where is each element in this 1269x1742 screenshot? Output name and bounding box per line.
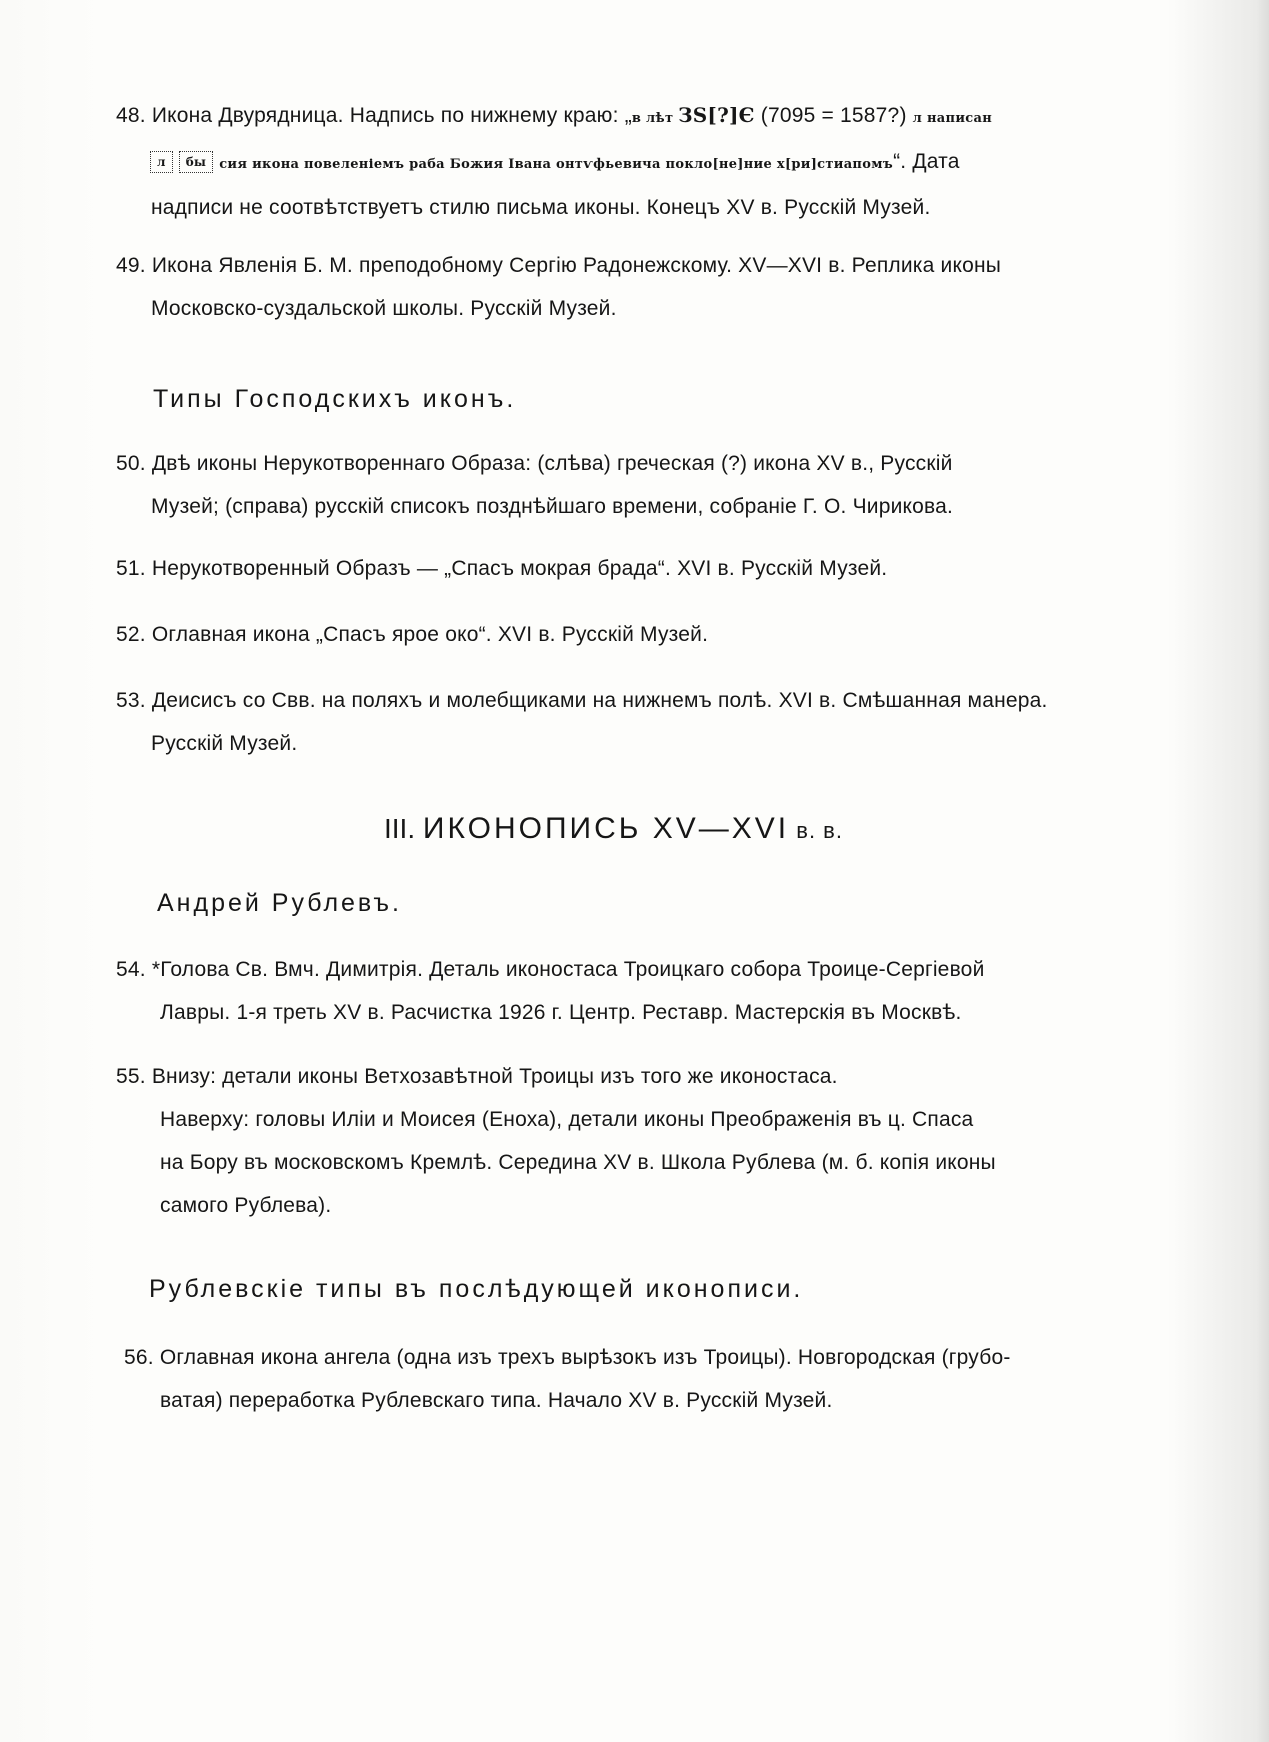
subsection-heading: Типы Господскихъ иконъ. <box>153 385 517 413</box>
entry-52-line-1 <box>116 613 1116 656</box>
entry-49 <box>116 244 1116 330</box>
entry-number: 51. <box>116 557 146 580</box>
entry-text: Наверху: головы Иліи и Моисея (Еноха), детали иконы Преображенія въ ц. Спаса <box>160 1108 974 1131</box>
entry-48-line-3 <box>151 186 1116 229</box>
entry-number: 50. <box>116 452 146 475</box>
entry-text: Оглавная икона „Спасъ ярое око“. XVI в. Русскій Музей. <box>151 623 709 646</box>
entry-text: Оглавная икона ангела (одна изъ трехъ вырѣзокъ изъ Троицы). Новгородская (грубо- <box>159 1346 1011 1369</box>
inscription-gap-box: бы <box>179 151 213 173</box>
entry-text: Деисисъ со Свв. на поляхъ и молебщиками на нижнемъ полѣ. XVI в. Смѣшанная манера. <box>151 689 1048 712</box>
entry-text: ватая) переработка Рублевскаго типа. Начало XV в. Русскій Музей. <box>160 1389 833 1412</box>
entry-text: Русскій Музей. <box>151 732 298 755</box>
entry-text: Двѣ иконы Нерукотвореннаго Образа: (слѣва) греческая (?) икона XV в., Русскій <box>151 452 953 475</box>
entry-50 <box>116 442 1116 528</box>
section-title-main: ИКОНОПИСЬ XV—XVI <box>422 812 790 845</box>
entry-number: 56. <box>124 1346 154 1369</box>
entry-55 <box>116 1055 1116 1227</box>
slavonic-date: ЗЅ[?]Є <box>678 103 755 127</box>
entry-number: 52. <box>116 623 146 646</box>
entry-text: Нерукотворенный Образъ — „Спасъ мокрая брада“. XVI в. Русскій Музей. <box>151 557 888 580</box>
entry-number: 49. <box>116 254 146 277</box>
subsection-heading: Андрей Рублевъ. <box>157 889 402 917</box>
entry-text: Икона Двурядница. Надпись по нижнему краю: „ <box>151 104 632 127</box>
entry-number: 53. <box>116 689 146 712</box>
entry-text: (7095 = 1587?) <box>754 104 913 127</box>
entry-55-line-3 <box>160 1141 1116 1184</box>
entry-number: 48. <box>116 104 146 127</box>
section-roman-numeral: III. <box>384 813 423 844</box>
entry-50-line-2 <box>151 485 1116 528</box>
entry-56-line-1 <box>124 1336 1124 1379</box>
section-title-suffix: в. в. <box>789 818 843 843</box>
entry-53-line-1 <box>116 679 1116 722</box>
entry-55-line-4 <box>160 1184 1116 1227</box>
entry-49-line-2 <box>151 287 1116 330</box>
entry-text: Икона Явленія Б. М. преподобному Сергію Радонежскому. XV—XVI в. Реплика иконы <box>151 254 1002 277</box>
entry-51 <box>116 547 1116 590</box>
entry-52 <box>116 613 1116 656</box>
entry-48-line-1 <box>116 94 1116 140</box>
entry-48 <box>116 94 1116 229</box>
entry-text: Московско-суздальской школы. Русскій Музей. <box>151 297 617 320</box>
entry-51-line-1 <box>116 547 1116 590</box>
entry-text: Музей; (справа) русскій списокъ позднѣйшаго времени, собраніе Г. О. Чирикова. <box>151 495 954 518</box>
entry-53-line-2 <box>151 722 1116 765</box>
entry-56-line-2 <box>160 1379 1124 1422</box>
inscription-gap-box: л <box>150 151 173 173</box>
entry-55-line-2 <box>160 1098 1116 1141</box>
entry-54-line-1 <box>116 948 1116 991</box>
entry-text: Внизу: детали иконы Ветхозавѣтной Троицы изъ того же иконостаса. <box>151 1065 838 1088</box>
entry-54 <box>116 948 1116 1034</box>
entry-number: 54. <box>116 958 146 981</box>
slavonic-inscription: л написан <box>912 111 993 126</box>
entry-49-line-1 <box>116 244 1116 287</box>
entry-55-line-1 <box>116 1055 1116 1098</box>
entry-text: самого Рублева). <box>160 1194 332 1217</box>
entry-56 <box>124 1336 1124 1422</box>
entry-54-line-2 <box>160 991 1116 1034</box>
subsection-heading: Рублевскіе типы въ послѣдующей иконописи. <box>149 1275 804 1303</box>
slavonic-inscription: сия икона повеленіемъ раба Божия Івана онтѵфьевича покло[не]ние х[ри]стиапомъ <box>219 157 894 172</box>
entry-number: 55. <box>116 1065 146 1088</box>
entry-text: на Бору въ московскомъ Кремлѣ. Середина XV в. Школа Рублева (м. б. копія иконы <box>160 1151 996 1174</box>
entry-53 <box>116 679 1116 765</box>
entry-48-line-2 <box>150 140 1116 186</box>
entry-text: надписи не соотвѣтствуетъ стилю письма иконы. Конецъ XV в. Русскій Музей. <box>151 196 931 219</box>
entry-text: “. Дата <box>893 150 960 173</box>
entry-50-line-1 <box>116 442 1116 485</box>
section-title <box>384 812 843 846</box>
entry-text: *Голова Св. Вмч. Димитрія. Деталь иконостаса Троицкаго собора Троице-Сергіевой <box>151 958 985 981</box>
entry-text: Лавры. 1-я треть XV в. Расчистка 1926 г. Центр. Реставр. Мастерскія въ Москвѣ. <box>160 1001 962 1024</box>
slavonic-inscription: в лѣт <box>631 111 679 126</box>
